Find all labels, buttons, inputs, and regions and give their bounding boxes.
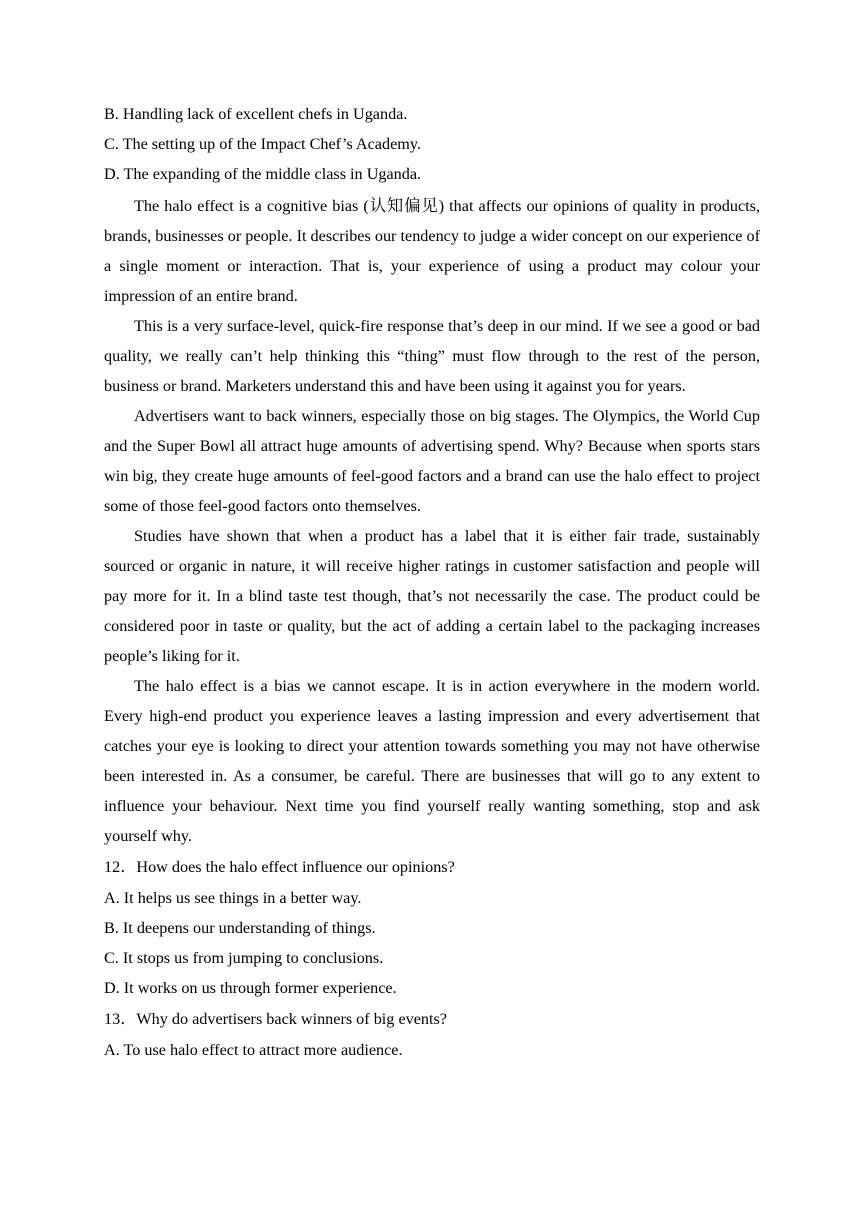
prev-option-b: B. Handling lack of excellent chefs in Uganda.: [104, 105, 408, 123]
passage-paragraph-3: Advertisers want to back winners, especially those on big stages. The Olympics, the World Cup and the Super Bowl all attract huge amounts of advertising spend. Why? Because when sports stars win big, they create huge amounts of feel-good factors and a brand can use the halo effect to project some of those feel-good factors onto themselves.: [104, 407, 760, 515]
question-13-option-a: A. To use halo effect to attract more audience.: [104, 1041, 403, 1059]
question-13-stem: 13．Why do advertisers back winners of big events?: [104, 1010, 447, 1028]
question-12-option-c: C. It stops us from jumping to conclusions.: [104, 949, 384, 967]
question-12-option-d: D. It works on us through former experience.: [104, 979, 397, 997]
document-page: [104, 99, 760, 1065]
passage-paragraph-4: Studies have shown that when a product has a label that it is either fair trade, sustainably sourced or organic in nature, it will receive higher ratings in customer satisfaction and people will pay more for it. In a blind taste test though, that’s not necessarily the case. The product could be considered poor in taste or quality, but the act of adding a certain label to the packaging increases people’s liking for it.: [104, 527, 760, 665]
passage-paragraph-2: This is a very surface-level, quick-fire response that’s deep in our mind. If we see a good or bad quality, we really can’t help thinking this “thing” must flow through to the rest of the person, business or brand. Marketers understand this and have been using it against you for years.: [104, 317, 760, 395]
prev-option-c: C. The setting up of the Impact Chef’s Academy.: [104, 135, 421, 153]
question-12-stem: 12．How does the halo effect influence our opinions?: [104, 858, 455, 876]
passage-paragraph-5: The halo effect is a bias we cannot escape. It is in action everywhere in the modern world. Every high-end product you experience leaves a lasting impression and every advertisement that catches your eye is looking to direct your attention towards something you may not have otherwise been interested in. As a consumer, be careful. There are businesses that will go to any extent to influence your behaviour. Next time you find yourself really wanting something, stop and ask yourself why.: [104, 677, 760, 845]
question-12-option-b: B. It deepens our understanding of things.: [104, 919, 376, 937]
question-12-option-a: A. It helps us see things in a better way.: [104, 889, 362, 907]
prev-option-d: D. The expanding of the middle class in Uganda.: [104, 165, 422, 183]
passage-paragraph-1: The halo effect is a cognitive bias (认知偏见) that affects our opinions of quality in products, brands, businesses or people. It describes our tendency to judge a wider concept on our experience of a single moment or interaction. That is, your experience of using a product may colour your impression of an entire brand.: [104, 197, 760, 305]
